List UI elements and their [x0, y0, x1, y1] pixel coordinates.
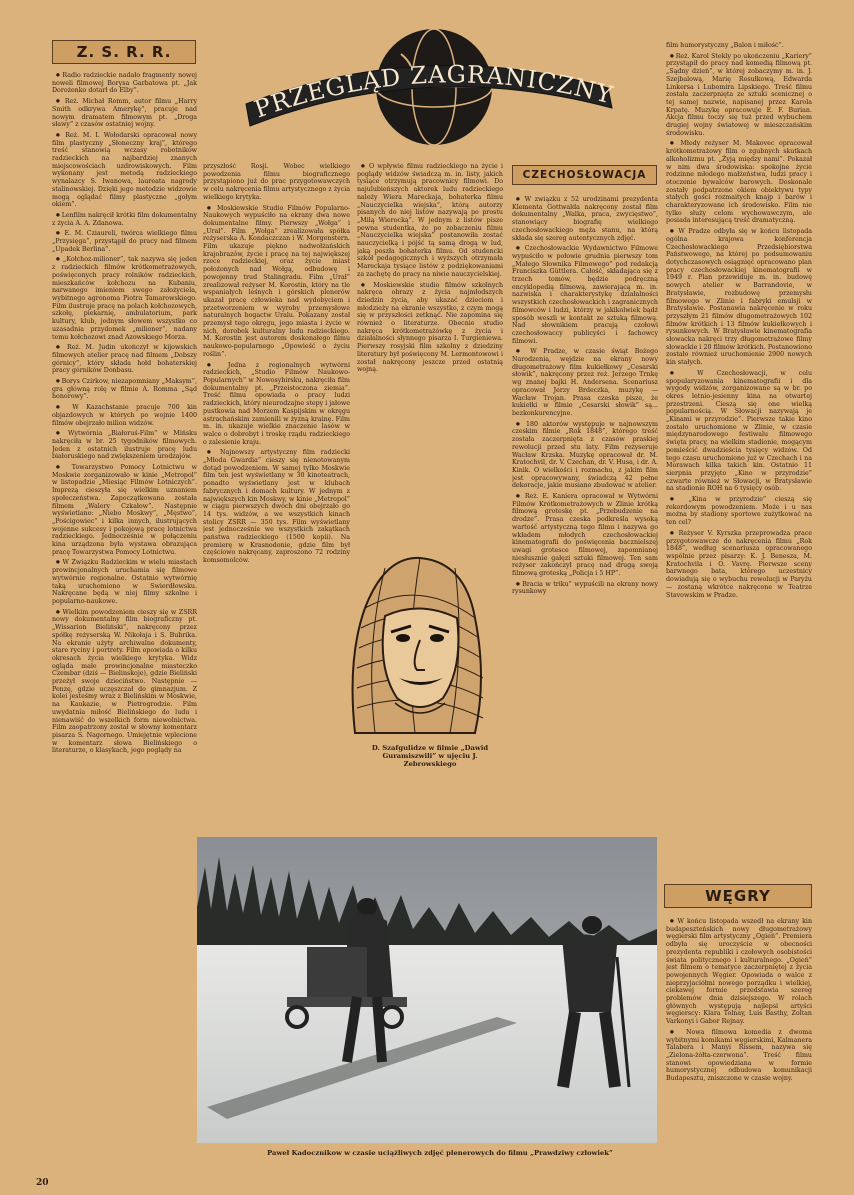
page-number: 20: [36, 1178, 49, 1188]
film-still-caption: Paweł Kadocznikow w czasie uciążliwych zdjęć plenerowych do filmu „Prawdziwy człowiek”: [267, 1149, 613, 1157]
film-still-photo: [197, 837, 657, 1143]
news-item: ● O wpływie filmu radzieckiego na życie i poglądy widzów świadczą m. in. listy, jakich tysiące otrzymują pracownicy filmowi. Do najulubieńszych aktorek ludu radzieckiego należy Wiera Mareckaja, bohaterka filmu „Nauczycielka wiejska”, którą autorzy pisanych do niej listów nazywają po prostu „Milą Wierocką”. W jednym z listów pisze pewna studentka, że po zobaczeniu filmu „Nauczycielka wiejska” postanowiła zostać nauczycielką i pójść tą samą drogą w lud, jaką poszła bohaterka filmu. Od studencki szkół pedagogicznych i wyższych otrzymała Mareckaja tysiące listów z podziękowaniami za zachętę do pracy na niwie nauczycielskiej.: [357, 163, 503, 279]
caricature-caption: D. Szafgulidze w filmie „Dawid Guramiszwili” w ujęciu J. Zebrowskiego: [371, 744, 489, 768]
news-item: ● W Czechosłowacji, w celu spopularyzowania kinematografii i dla wygody widzów, zorganizowane są w br. po okres letnio-jesienny kina na otwartej przestrzeni. Cieszą się one wielką popularnością. W Słowacji nazywają je „Kinami w przyrodzie”. Pierwsze takie kino zostało uruchomione w Zlinie, w czasie międzynarodowego festiwalu filmowego święta pracy, na wielkim stadionie, mogącym pomieścić dwadzieścia tysięcy widzów. Od tego czasu uruchomiono już w Czechach i na Morawach kilka takich kin. Ostatnio 11 sierpnia przyjęto „Kino w przyrodzie” czwarte również w Słowacji, w Bratysławie na stadionie ROH na 6 tysięcy osób.: [666, 370, 812, 493]
news-item: ● Reż. M. Judin ukończył w kijowskich filmowych atelier pracę nad filmem „Dobszy górnicy”, który składa hołd bohaterskiej pracy górników Donbasu.: [52, 344, 197, 375]
news-item: ● Jedna z regionalnych wytwórni radzieckich, „Studio Filmów Naukowo-Popularnych” w Nowosybirsku, nakręciła film dokumentalny pt. „Przeistoczona ziemia”. Treść filmu opowiada o pracy ludzi radzieckich, który nieurodzajne stepy i jałowe pustkowia nad Morzem Kaspijskim w okręgu astrachańskim zamienili w żyzną krainę. Film m. in. ukazuje wielkie znaczenie lasów w walce o dobrobyt i troskę rządu radzieckiego o zalesienie kraju.: [203, 362, 350, 447]
section-header-zsrr: Z. S. R. R.: [52, 40, 196, 64]
przeglad-zagraniczny-title: [236, 26, 616, 148]
news-item: ● Towarzystwo Pomocy Lotnictwu w Moskwie zorganizowało w kinie „Metropol” w listopadzie „Miesiąc Filmów Lotniczych”. Imprezą cieszyła się wielkim uznaniem społeczeństwa. Zapoczątkowana została filmem „Walery Czkałow”. Następnie wyświetlano: „Niebo Moskwy”, „Męstwo”, „Pościgowiec” i kilka innych, ilustrujących wojenne sukcesy i pokojową pracę lotnictwa radzieckiego. Jednocześnie w połączeniu kina urządzona była wystawa obrazująca pracę Towarzystwa Pomocy Lotnictwu.: [52, 464, 197, 556]
news-item: ● Lenfilm nakręcił krótki film dokumentalny z życia A. A. Zdanowa.: [52, 212, 197, 227]
news-item: ● Czechosłowackie Wydawnictwo Filmowe wypuściło w połowie grudnia pierwszy tom „Małego Słownika Filmowego” pod redakcją Franciszka Güttlera. Całość, składająca się z trzech tomów, będzie podręczną encyklopedią filmową, zawierającą m. in. nazwiska i charakterystykę działalności wszystkich czechosłowackich i zagranicznych filmowców i ludzi, którzy w jakikolwiek bądź sposób weszli w kontakt ze sztuką filmową. Nad słownikiem pracują czołowi czechosłowaccy publicyści i fachowcy filmowi.: [512, 245, 658, 345]
news-item: ● E. M. Cziaureli, twórca wielkiego filmu „Przysięga”, przystąpił do pracy nad filmem „Upadek Berlina”.: [52, 230, 197, 253]
news-item: ● Wytwórnia „Białoruś-Film” w Mińsku nakręciła w br. 25 tygodników filmowych. Jeden z ostatnich ilustruje pracę ludu białoruskiego nad zwiększeniem urodzajów.: [52, 430, 197, 461]
news-item: ● W Pradze odbyła się w końcu listopada ogólna krajowa konferencja Czechosłowackiego Przedsiębiorstwa Państwowego, na której po podsumowaniu dotychczasowych osiągnięć opracowano plan pracy czechosłowackiej kinematografii w 1949 r. Plan przewiduje m. in. budowę nowych atelier w Barrandovie, w Bratysławie, rozbudowę przemysłu filmowego w Zlinie i fabryki emulsji w Bratysławie. Postanawia nakręcenie w roku przyszłym 21 filmów długometrażowych 102 filmów krótkich i 13 filmów kukiełkowych i rysunkowych. W Bratysławie kinematografia słowacka nakręci trzy długometrażowe filmy słowackie i 20 filmów krótkich. Postanowiono zostało również uruchomienie 2900 nowych kin stałych.: [666, 228, 812, 367]
column-4: [512, 196, 658, 886]
news-item: ● Nowa filmowa komedia z dwoma wybitnymi komikami węgierskimi, Kalmanera Talabera i Manyi Rissem, nazywa się „Zielona-żółta-czerwona”. Treść filmu stanowi opowiedziana w formie humorystycznej odbudowa komunikacji Budapesztu, zniszczone w czasie wojny.: [666, 1029, 812, 1083]
news-item: ● W Kazachstanie pracuje 700 kin objazdowych w których po wojnie 1400 filmów obejrzało milion widzów.: [52, 404, 197, 427]
news-item: ● Reż. Karol Stekly po ukończeniu „Kariery” przystąpił do pracy nad komedią filmową pt. „Sądny dzień”, w której zobaczymy m. in. J. Szejbalową, Marię Rosułkową, Edwarda Linkersa i Lubomira Lipskiego. Treść filmu została zaczerpnięta ze sztuki scenicznej o tej samej nazwie, napisanej przez Karola Krpatę. Muzykę opracowuje E. F. Burian. Akcja filmu toczy się tuż przed wybuchem drugiej wojny światowej w mieszczańskim środowisku.: [666, 53, 812, 138]
news-item: ● Reż. M. I. Wołodarski opracował nowy film plastyczny „Słoneczny kraj”, którego treść stanowią wczasy robotników radzieckich na najbardziej znanych miejscowościach uzdrowiskowych. Film wykonany jest metodą radzieckiego wynalazcy S. Iwanowa, laureata nagrody stalinowskiej. Dzięki jego metodzie widzowie mogą oglądać filmy plastyczne „gołym okiem”.: [52, 132, 197, 209]
news-item: ● Moskiewskie studio filmów szkolnych nakręca obrazy z życia najmłodszych dziedzin życia, aby ukazać dzieciom i młodzieży na ekranie wszystko, z czym mogą się w przyszłości zetknąć. Nie zapomina się również o literaturze. Obecnie studio nakręca krótkometrażówkę z życia i działalności słynnego pisarza I. Turgieniewa. Pierwszy rosyjski film szkolny z dziedziny literatury był poświęcony M. Lermontowowi i został nakręcony jeszcze przed ostatnią wojną.: [357, 282, 503, 374]
news-item: ● W Związku Radzieckim w wielu miastach prowincjonalnych uruchamia się filmowe wytwórnie regionalne. Ostatnio wytwórnię taką uruchomiono w Swierdłowsku. Nakręcane będą w niej filmy szkolne i popularno-naukowe.: [52, 559, 197, 605]
news-item: ● Moskiewskie Studio Filmów Popularno-Naukowych wypuściło na ekrany dwa nowe dokumentalne filmy. Pierwszy „Wołga” i „Urał”. Film „Wołga” zrealizowała spółka reżyserska A. Kondaczczan i W. Morgenstern. Film ukazuje piękno nadwołżańskich krajobrazów, życie i pracę na tej największej rzece radzieckiej, oraz życie miast położonych nad Wołgą, odbudowę i powojenny trud Stalingradu. Film „Urał” zrealizował reżyser M. Korostin, który na tle wspaniałych leśnych i górskich plenerów ukazał pracę człowieka nad wydobyciem i przetworzeniem w wyroby przemysłowe naturalnych bogactw Uralu. Pokazany został przemysł tego okręgu, jego miasta i życie w nich, dorobek kulturalny ludu radzieckiego. M. Korostin jest autorem doskonałego filmu naukowo-popularnego „Opowieść o życiu roślin”.: [203, 205, 350, 359]
column-3: [357, 163, 503, 551]
news-item: ● Borys Czirkow, niezapomniany „Maksym”, gra główną rolę w filmie A. Romma „Sąd honorowy”.: [52, 378, 197, 401]
news-item: ● Reż. E. Kaniera opracował w Wytwórni Filmów Krótkometrażowych w Zlinie krótką filmową groteskę pt. „Przebudzenie na drodze”. Prasa czeska podkreśla wysoką wartość artystyczną tego filmu i nazywa go wkładem młodych czechosłowackiej kinematografii do poświęcenia bacznielszej uwagi grotesce filmowej, zapomnianej niesłusznie gałęzi sztuki filmowej. Ten sam reżyser zakończył pracę nad drugą swoją filmową groteską „Policja i 5 HP”.: [512, 493, 658, 578]
section-header-wegry: WĘGRY: [664, 884, 812, 908]
news-item: ● „Kina w przyrodzie” cieszą się rekordowym powodzeniem. Może i u nas można by stadiony sportowe zużytkować na ten cel?: [666, 496, 812, 527]
news-item: film humorystyczny „Balon i miłość”.: [666, 42, 784, 49]
news-item: ● Bracia w triku” wypuścili na ekrany nowy rysunkowy: [512, 581, 658, 596]
news-item: ● Radio radzieckie nadało fragmenty nowej noweli filmowej Borysa Garbatowa pt. „Jak Dorożenko dotarł do Elby”.: [52, 72, 197, 95]
news-item: ● Młody reżyser M. Makovec opracował krótkometrażowy film o zgubnych skutkach alkoholizmu pt. „Żyją między nami”. Pokazał w nim dwa środowiska: spokojne życie rodzinne młodego małżeństwa, ludzi pracy i otoczenie bywalców barowych. Doskonale zostały podpatrzone okiem obiektywu typy stałych gości rozmaitych knajp i barów i charakteryzowane ich środowisko. Film nie tylko służy celom wychowawczym, ale posiada interesującą treść dramatyczną.: [666, 140, 812, 225]
column-5: [666, 42, 812, 878]
news-item: ● 180 aktorów występuje w najnowszym czeskim filmie „Rok 1848”, którego treść została zaczerpnięta z czasów praskiej rewolucji przed stu laty. Film reżyseruje Wacław Krzska. Muzykę opracował dr. M. Kratochvil, dr. V. Czechan, dr. V. Husa, i dr. A. Kinik. O wielkości i rozmachu, z jakim film jest opracowywany, świadczą 42 pełne dekoracje, jakie musiano zbudować w atelier.: [512, 421, 658, 490]
news-item: ● Najnowszy artystyczny film radziecki „Młoda Gwardia” cieszy się nienotowanym dotąd powodzeniem. W samej tylko Moskwie film ten jest wyświetlany w 30 kinoteatrach, ponadto wyświetlany jest w klubach fabrycznych i domach kultury. W jednym z największych kin Moskwy, w kinie „Metropol” w ciągu pierwszych dwóch dni obejrzało go 14 tys. widzów, a we wszystkich kinach stolicy ZSRR — 350 tys. Film wyświetlany jest jednocześnie we wszystkich zakątkach państwa radzieckiego (1500 kopii). Na premierę w Krasnodonie, gdzie film był częściowo nakręcany, zaproszono 72 rodziny komsomolców.: [203, 449, 350, 565]
news-item: ● Reż. Michał Romm, autor filmu „Harry Smith odkrywa Amerykę”, pracuje nad nowym dramatem filmowym pt. „Droga sławy” z czasów ostatniej wojny.: [52, 98, 197, 129]
caricature-illustration: [325, 548, 505, 738]
news-item: ● „Kołchoz-milioner”, tak nazywa się jeden z radzieckich filmów krótkometrażowych, poświęconych pracy rolników radzieckich, mieszkańców kołchozu na Kubaniu, narwanego imieniem swego założyciela, wybitnego agronoma Piotra Tamarowskiego. Film ilustruje pracę na polach kołchozowych, szkołę, piekarnię, ambulatorium, park kultury, klub, jednym słowem wszystko co uzasadnia przydomek „milioner”, nadany temu kołchozowi znad Azowskiego Morza.: [52, 256, 197, 341]
news-item: przyszłość Rosji. Wobec wielkiego powodzenia filmu biograficznego przystąpiono już do prac przygotowawczych w celu nakręcenia filmu artystycznego z życia wielkiego krytyka.: [203, 163, 350, 201]
news-item: ● W związku z 52 urodzinami prezydenta Klementa Gottwalda nakręcony został film dokumentalny „Walka, praca, zwycięstwo”, stanowiący biografię wielkiego czechosłowackiego męża stanu, na którą składa się szereg autentycznych zdjęć.: [512, 196, 658, 242]
page-title: PRZEGLĄD ZAGRANICZNY: [250, 60, 616, 124]
section-header-czechoslowacja: CZECHOSŁOWACJA: [512, 165, 657, 185]
news-item: ● Wielkim powodzeniem cieszy się w ZSRR nowy dokumentalny film biograficzny pt. „Wissarion Bieliński”, nakręcony przez spółkę reżyserską W. Nikołaja i S. Bubrika. Na ekranie użyty archiwalne dokumenty, stare ryciny i portrety. Film opowiada o kilku okresach życia wielkiego krytyka. Widz ogląda małe prowincjonalne miasteczko Czembar (dziś — Bielinskoje), gdzie Bieliński przeżył swoje dzieciństwo. Następnie — Penzę, gdzie uczęszczał do gimnazjum. Z kolei jesteśmy wraz z Bielińskim w Moskwie, na Kaukazie, w Pietrogrodzie. Film uwydatnia miłość Bielińskiego do ludu i nienawiść do wszelkich form niewolnictwa. Film zaopatrzony został w słowny komentarz pisarza S. Nagornego. Umiejętnie wplecione w komentarz słowa Bielińskiego o literaturze, o klasykach, jego poglądy na: [52, 609, 197, 755]
column-5-wegry: [666, 918, 812, 1173]
news-item: ● W Pradze, w czasie świąt Bożego Narodzenia, wejdzie na ekrany nowy długometrażowy film kukiełkowy „Cesarski słowik”, nakręcony przez reż. Jerzego Trnkę wg znanej bajki H. Andersena. Scenariusz opracował Jerzy Brdeczka, muzykę — Wacław Trojan. Prasa czeska pisze, że kukiełki w filmie „Cesarski słowik” są... bezkonkurencyjne.: [512, 348, 658, 417]
news-item: ● W końcu listopada wszedł na ekrany kin budapeszteńskich nowy długometrażowy węgierski film artystyczny „Ogień”. Premiera odbyła się uroczyście w obecności prezydenta republiki i czołowych osobistości świata politycznego i kulturalnego. „Ogień” jest filmem o tematyce zaczerpniętej z życia powojennych Węgier. Opowiada o walce z nieprzyjaciółmi nowego porządku i wielkiej, ciekawej formie przedstawia szereg problemów dnia dzisiejszego. W rolach głównych występują najlepsi artyści węgierscy: Klara Tolnay, Luis Basthy, Zoltan Varkonyi i Gabor Rejnay.: [666, 918, 812, 1026]
column-1: [52, 72, 197, 1177]
news-item: ● Reżyser V. Kyrszka przeprowadza prace przygotowawcze do nakręcenia filmu „Rok 1848”, według scenariusza opracowanego wspólnie przez pisarzy: K. J. Benesza, M. Kratochvila i O. Vavrę. Pierwsze sceny barwnego bata, którego uczestnicy dowiadują się o wybuchu rewolucji w Paryżu — zostaną wkrótce nakręcone w Teatrze Stavowskim w Pradze.: [666, 530, 812, 599]
